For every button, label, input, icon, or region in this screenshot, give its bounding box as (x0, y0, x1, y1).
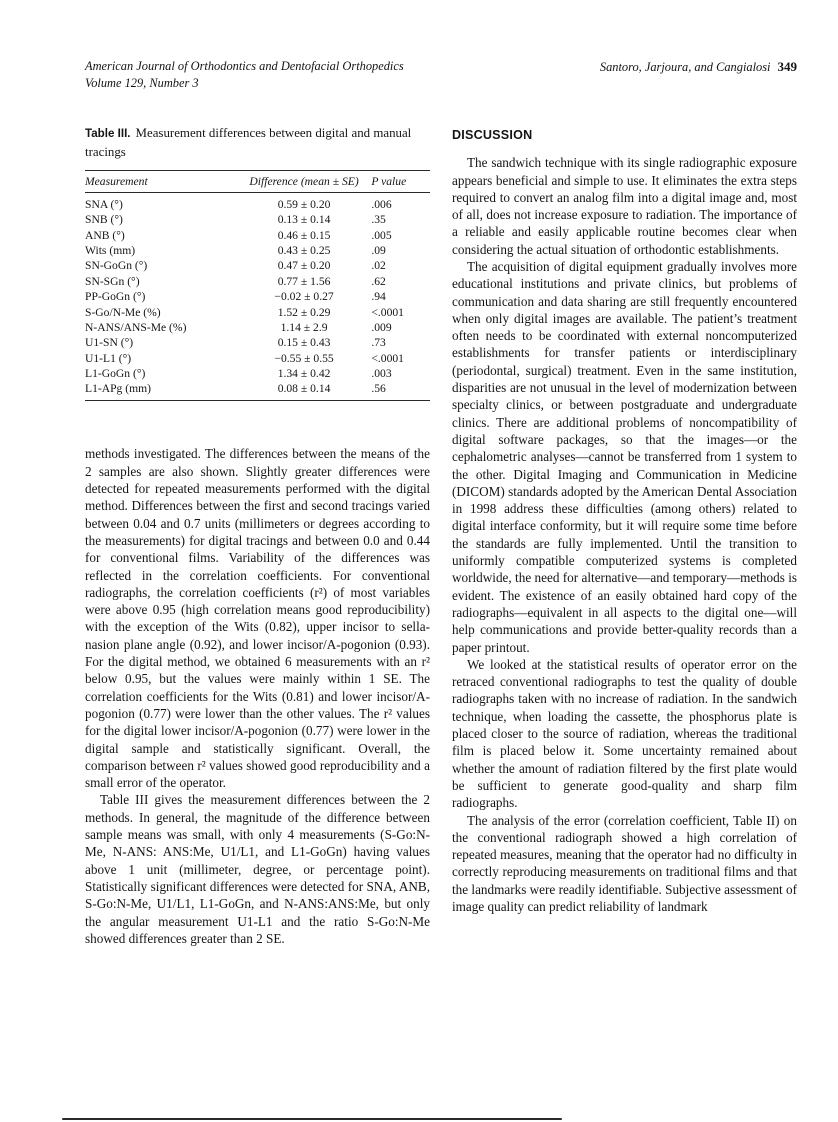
measurement-cell: L1-GoGn (°) (85, 367, 146, 381)
journal-title: American Journal of Orthodontics and Dentofacial Orthopedics (85, 59, 404, 73)
page-scan-edge (62, 1118, 562, 1120)
pvalue-cell: <.0001 (371, 305, 404, 319)
difference-cell: 1.34 ± 0.42 (277, 367, 331, 381)
col-pvalue: P value (371, 170, 430, 192)
table-row (85, 335, 430, 350)
pvalue-cell: .09 (371, 244, 386, 258)
difference-cell: 0.08 ± 0.14 (237, 381, 372, 401)
table-row (85, 304, 430, 319)
col-measurement: Measurement (85, 170, 237, 192)
measurement-cell: ANB (°) (85, 228, 125, 242)
pvalue-cell: .005 (371, 228, 392, 242)
table-label: Table III. (85, 127, 131, 141)
section-heading-discussion: DISCUSSION (452, 128, 533, 143)
pvalue-cell: .62 (371, 274, 386, 288)
table-row (85, 258, 430, 273)
difference-cell: 0.46 ± 0.15 (277, 228, 331, 242)
pvalue-cell: .02 (371, 259, 386, 273)
journal-header-left (85, 58, 404, 92)
measurement-cell: S-Go/N-Me (%) (85, 305, 161, 319)
difference-cell: −0.02 ± 0.27 (274, 290, 334, 304)
difference-cell: 0.47 ± 0.20 (277, 259, 331, 273)
table-row (85, 366, 430, 381)
table-row (85, 274, 430, 289)
table-header-row (85, 170, 430, 192)
measurement-cell: SNB (°) (85, 213, 123, 227)
difference-cell: 0.13 ± 0.14 (277, 213, 331, 227)
measurement-cell: Wits (mm) (85, 244, 136, 258)
col-difference: Difference (mean ± SE) (237, 170, 372, 192)
measurement-cell: SN-GoGn (°) (85, 259, 148, 273)
measurement-cell: N-ANS/ANS-Me (%) (85, 320, 187, 334)
right-column (452, 124, 797, 947)
running-authors: Santoro, Jarjoura, and Cangialosi (599, 60, 771, 74)
paragraph: Table III gives the measurement differences between the 2 methods. In general, the magnitude of the difference between sample means was small, with only 4 measurements (S-Go:N-Me, N-ANS: ANS:Me, U1/L1, and L1-GoGn) having values above 1 unit (millimeter, degree, or percentage point). Statistically significant differences were detected for SNA, ANB, S-Go:N-Me, U1/L1, L1-GoGn, and N-ANS:ANS:Me, but only the angular measurement U1-L1 and the ratio S-Go:N-Me showed differences greater than 2 SE. (85, 792, 430, 946)
pvalue-cell: .006 (371, 197, 392, 211)
paragraph: methods investigated. The differences between the means of the 2 samples are also shown. Slightly greater differences were detected for repeated measurements performed with the digital method. Differences between the first and second tracings varied between 0.04 and 0.7 units (millimeters or degrees according to the measurements) for digital tracings and between 0.0 and 0.44 for conventional films. Variability of the differences was reflected in the correlation coefficients. For conventional radiographs, the correlation coefficients (r²) of most variables were above 0.95 (high correlation means good reproducibility) with the exception of the Wits (0.82), upper incisor to sella-nasion plane angle (0.92), and lower incisor/A-pogonion (0.93). For the digital method, we obtained 6 measurements with an r² below 0.95, but the values were mainly within 1 SE. The correlation coefficients for the Wits (0.81) and lower incisor/A-pogonion (0.77) were lower than the other values. The r² values for the digital lower incisor/A-pogonion (0.77) were lower in the digital sample and statistically significant. Overall, the comparison between r² values showed good reproducibility and a small error of the operator. (85, 446, 430, 791)
pvalue-cell: .94 (371, 290, 386, 304)
table-header (85, 170, 430, 192)
paragraph: The sandwich technique with its single radiographic exposure appears beneficial and simple to use. It eliminates the extra steps required to convert an analog film into a digital image and, most of all, does not increase exposure to radiation. The importance of a reliable and easily applicable routine becomes clear when considering the actual situation of orthodontic establishments. (452, 155, 797, 257)
measurement-cell: SN-SGn (°) (85, 274, 140, 288)
pvalue-cell: .003 (371, 367, 392, 381)
difference-cell: 1.14 ± 2.9 (280, 320, 328, 334)
measurement-cell: PP-GoGn (°) (85, 290, 146, 304)
paragraph: We looked at the statistical results of operator error on the retraced conventional radiographs to test the quality of double radiographs taken with no increase of radiation. In the sandwich technique, when loading the cassette, the phosphorus plate is placed closer to the source of radiation, whereas the traditional film is placed below it. Some uncertainty remained about whether the amount of radiation filtered by the first plate would be sufficient to generate good-quality and sharp film radiographs. (452, 656, 797, 811)
pvalue-cell: .35 (371, 213, 386, 227)
measurement-cell: L1-APg (mm) (85, 381, 237, 401)
table-caption (85, 124, 430, 161)
left-column (85, 124, 430, 947)
table-caption-text: Measurement differences between digital and manual tracings (85, 126, 412, 159)
page-header (85, 58, 797, 92)
table-row (85, 228, 430, 243)
pvalue-cell: .73 (371, 336, 386, 350)
measurement-cell: U1-SN (°) (85, 336, 134, 350)
table-row (85, 351, 430, 366)
two-column-body (85, 124, 797, 947)
table-row (85, 381, 430, 401)
difference-cell: 0.15 ± 0.43 (277, 336, 331, 350)
page-number: 349 (777, 59, 797, 74)
table-row (85, 320, 430, 335)
table-row (85, 192, 430, 212)
difference-cell: 0.43 ± 0.25 (277, 244, 331, 258)
measurement-cell: SNA (°) (85, 197, 123, 211)
journal-volume: Volume 129, Number 3 (85, 76, 199, 91)
table-body (85, 192, 430, 401)
journal-header-right (600, 58, 797, 76)
paragraph: The analysis of the error (correlation coefficient, Table II) on the conventional radiograph showed a high correlation of repeated measures, meaning that the operator had no difficulty in correctly reproducing measurements on traditional films and that the landmarks were readily identifiable. Subjective assessment of image quality can predict reliability of landmark (452, 812, 797, 914)
measurements-table (85, 170, 430, 402)
measurement-cell: U1-L1 (°) (85, 351, 132, 365)
table-row (85, 212, 430, 227)
difference-cell: 1.52 ± 0.29 (277, 305, 331, 319)
paragraph: The acquisition of digital equipment gradually involves more educational institutions and private clinics, but problems of communication and data sharing are still frequently encountered when only digital images are available. The patient’s treatment often needs to be coordinated with external noncomputerized establishments for transfer patients or interdisciplinary (periodontal, surgical) treatment. Even in the same institution, disparities are not unusual in the level of modernization between specialty clinics, or between postgraduate and undergraduate clinics. There are additional problems of noncompatibility of digital software packages, so that the images—or the cephalometric analyses—cannot be transferred from 1 system to the other. Digital Imaging and Communication in Medicine (DICOM) standards adopted by the American Dental Association in 1998 address these difficulties (among others) related to digital interface conformity, but it will require some time before the standards are fully implemented. Until the transition to uniformly compatible computerized systems is completed worldwide, the need for alternative—and temporary—methods is evident. The existence of an easily obtained hard copy of the radiographs—equivalent in all aspects to the digital one—will help communications and provide better-quality records than a paper printout. (452, 259, 797, 655)
pvalue-cell: .56 (371, 381, 430, 401)
left-text-block (85, 445, 430, 947)
difference-cell: 0.59 ± 0.20 (277, 197, 331, 211)
table-row (85, 243, 430, 258)
pvalue-cell: .009 (371, 320, 392, 334)
difference-cell: 0.77 ± 1.56 (277, 274, 331, 288)
pvalue-cell: <.0001 (371, 351, 404, 365)
difference-cell: −0.55 ± 0.55 (274, 351, 334, 365)
table-row (85, 289, 430, 304)
